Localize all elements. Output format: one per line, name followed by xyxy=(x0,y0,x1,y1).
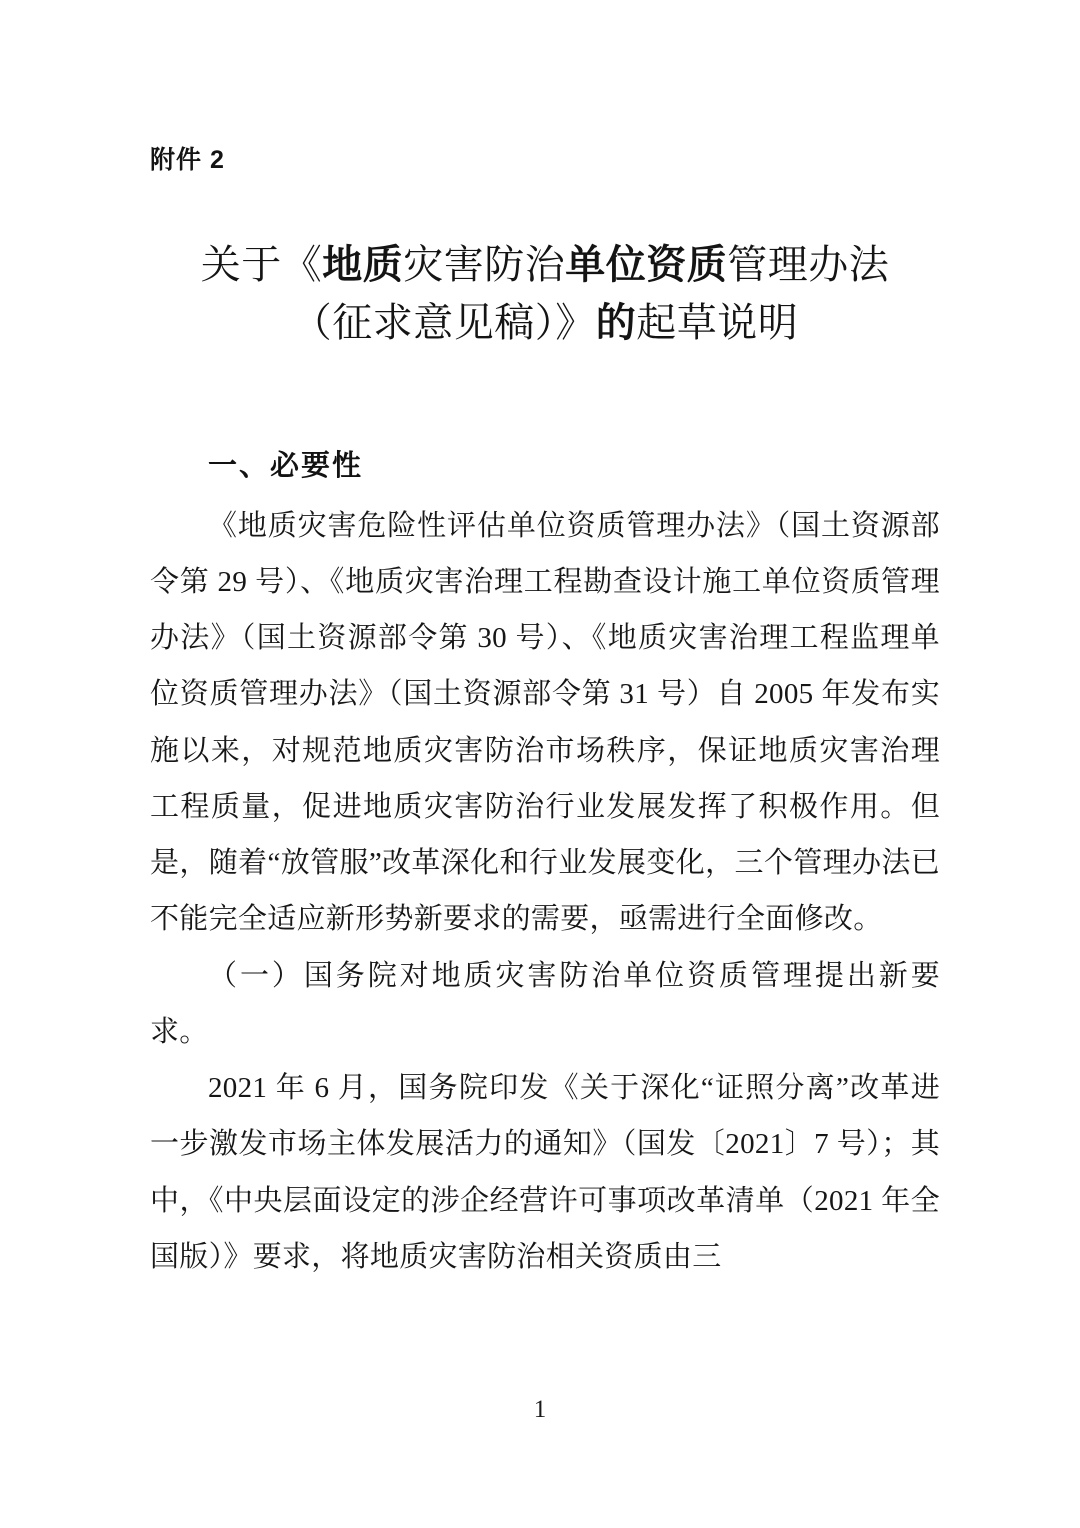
page-title-line-2: （征求意见稿）》的起草说明 xyxy=(291,300,799,345)
page-title-line-1: 关于《地质灾害防治单位资质管理办法 xyxy=(200,242,890,287)
paragraph-1: 《地质灾害危险性评估单位资质管理办法》（国土资源部令第 29 号）、《地质灾害治理工程勘查设计施工单位资质管理办法》（国土资源部令第 30 号）、《地质灾害治理工程监理单位资质管理办法》（国土资源部令第 31 号）自 2005 年发布实施以来，对规范地质灾害防治市场秩序，保证地质灾害治理工程质量，促进地质灾害防治行业发展发挥了积极作用。但是，随着“放管服”改革深化和行业发展变化，三个管理办法已不能完全适应新形势新要求的需要，亟需进行全面修改。 xyxy=(150,509,940,936)
document-body xyxy=(150,440,940,1285)
section-heading-necessity: 一、必要性 xyxy=(208,450,364,482)
paragraph-3: 2021 年 6 月，国务院印发《关于深化“证照分离”改革进一步激发市场主体发展活力的通知》（国发〔2021〕7 号）；其中，《中央层面设定的涉企经营许可事项改革清单（2021 年全国版）》要求，将地质灾害防治相关资质由三 xyxy=(150,1072,940,1273)
paragraph-2: （一）国务院对地质灾害防治单位资质管理提出新要求。 xyxy=(150,959,940,1048)
page-number: 1 xyxy=(533,1396,547,1423)
page-title xyxy=(150,236,940,352)
attachment-label: 附件 2 xyxy=(150,146,225,174)
